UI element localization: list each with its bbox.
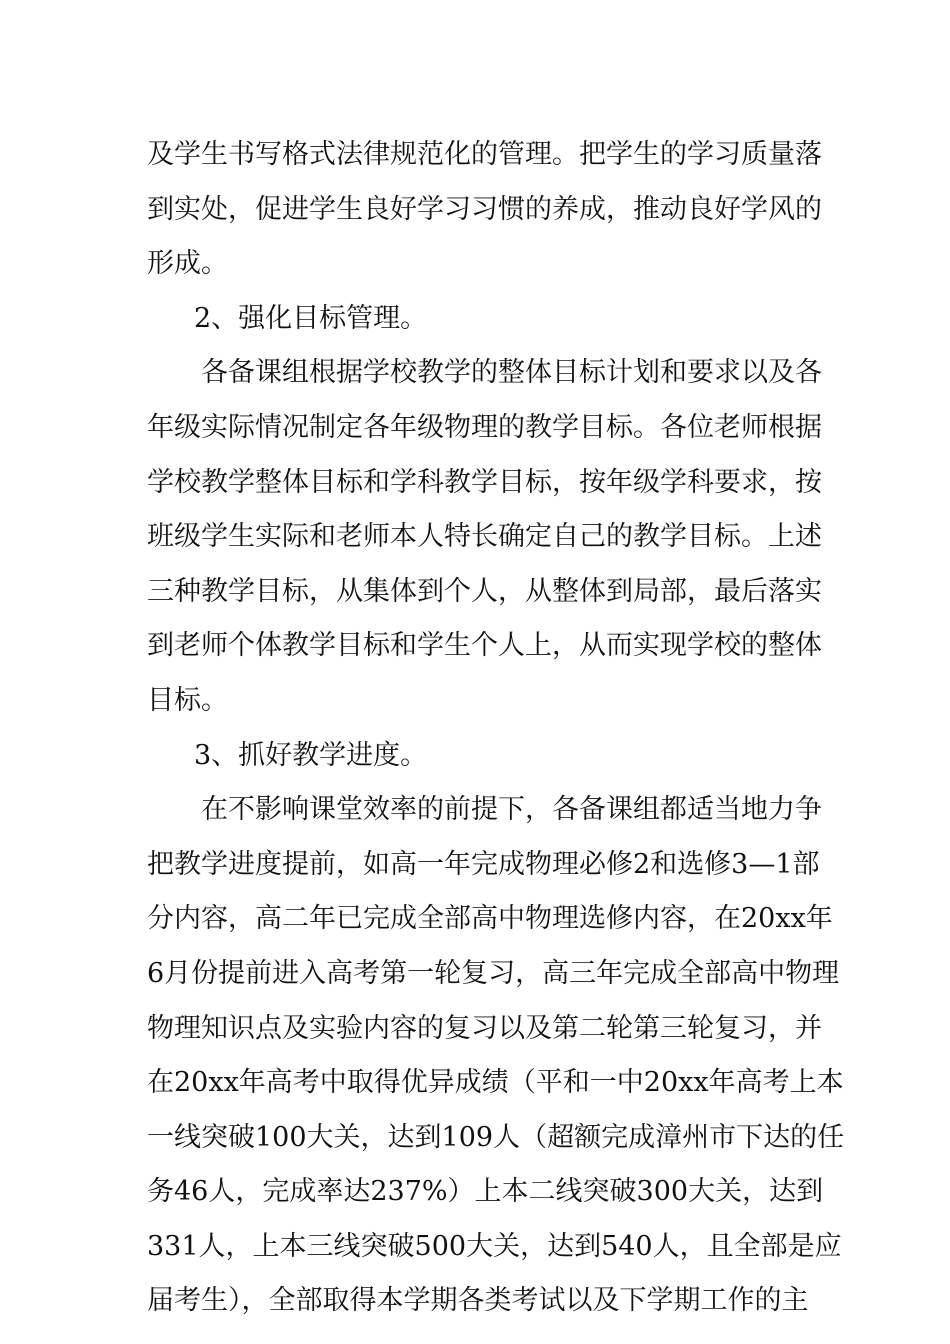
text-line: 年级实际情况制定各年级物理的教学目标。各位老师根据 xyxy=(147,411,822,443)
text-line: 物理知识点及实验内容的复习以及第二轮第三轮复习，并 xyxy=(147,1012,822,1044)
document-body xyxy=(147,128,845,1329)
text-line: 在不影响课堂效率的前提下，各备课组都适当地力争 xyxy=(201,794,822,826)
text-line: 班级学生实际和老师本人特长确定自己的教学目标。上述 xyxy=(147,521,822,553)
text-line: 分内容，高二年已完成全部高中物理选修内容，在20xx年 xyxy=(147,903,833,935)
text-line: 形成。 xyxy=(147,248,228,280)
text-line: 把教学进度提前，如高一年完成物理必修2和选修3—1部 xyxy=(147,848,820,880)
text-line: 各备课组根据学校教学的整体目标计划和要求以及各 xyxy=(201,357,822,389)
text-line: 务46人，完成率达237%）上本二线突破300大关，达到 xyxy=(147,1176,824,1208)
section-heading: 2、强化目标管理。 xyxy=(194,302,428,334)
text-line: 331人，上本三线突破500大关，达到540人，且全部是应 xyxy=(147,1230,842,1262)
text-line: 及学生书写格式法律规范化的管理。把学生的学习质量落 xyxy=(147,139,822,170)
text-line: 到实处，促进学生良好学习习惯的养成，推动良好学风的 xyxy=(147,193,822,225)
text-line: 目标。 xyxy=(147,684,228,716)
text-line: 三种教学目标，从集体到个人，从整体到局部，最后落实 xyxy=(147,575,822,607)
text-line: 在20xx年高考中取得优异成绩（平和一中20xx年高考上本 xyxy=(147,1067,844,1099)
text-line: 一线突破100大关，达到109人（超额完成漳州市下达的任 xyxy=(147,1121,845,1153)
text-line: 学校教学整体目标和学科教学目标，按年级学科要求，按 xyxy=(147,466,822,498)
text-line: 到老师个体教学目标和学生个人上，从而实现学校的整体 xyxy=(147,630,822,662)
section-heading: 3、抓好教学进度。 xyxy=(194,739,428,771)
text-line: 6月份提前进入高考第一轮复习，高三年完成全部高中物理 xyxy=(147,957,840,989)
text-line: 届考生），全部取得本学期各类考试以及下学期工作的主 xyxy=(147,1285,809,1317)
